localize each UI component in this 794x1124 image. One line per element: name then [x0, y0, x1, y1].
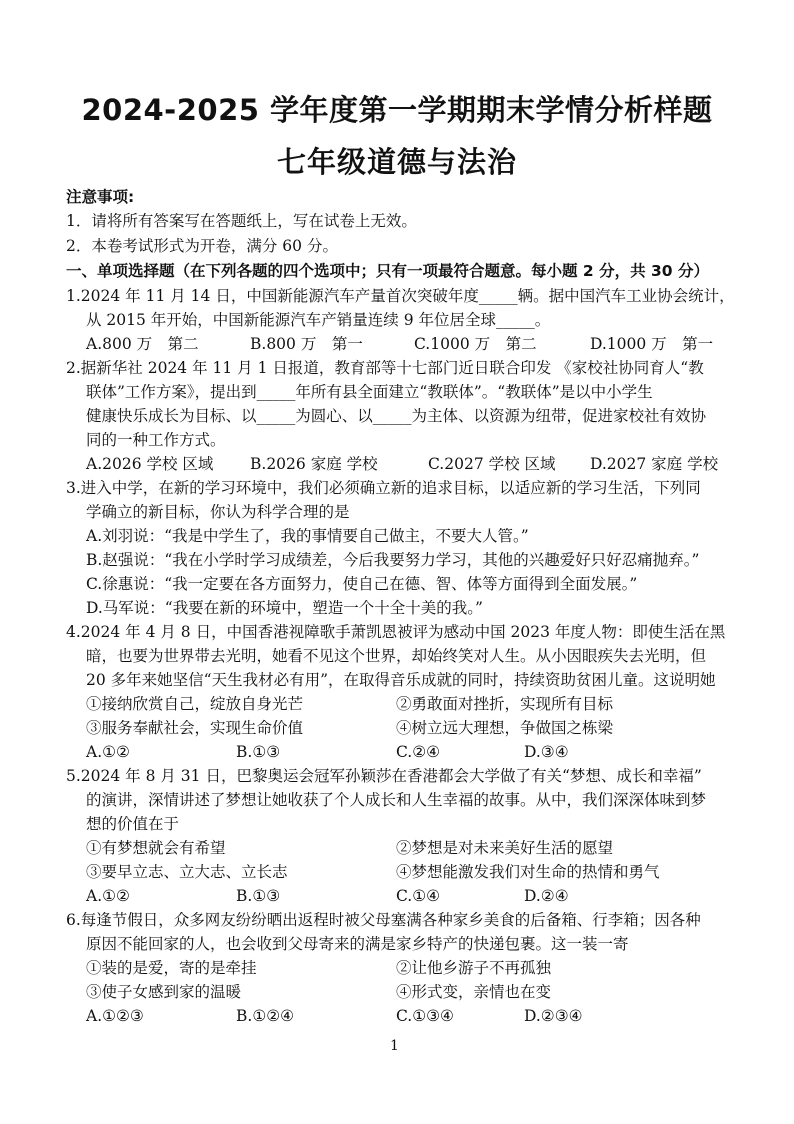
note-item: 1．请将所有答案写在答题纸上，写在试卷上无效。 — [66, 212, 417, 230]
option-c: C.②④ — [396, 743, 441, 761]
option-d: D.2027 家庭 学校 — [590, 455, 719, 473]
question-stem: 从 2015 年开始，中国新能源汽车产销量连续 9 年位居全球_____。 — [86, 311, 551, 329]
question-stem: 6.每逢节假日，众多网友纷纷晒出返程时被父母塞满各种家乡美食的后备箱、行李箱；因各种 — [66, 911, 701, 929]
section-heading: 一、单项选择题（在下列各题的四个选项中；只有一项最符合题意。每小题 2 分，共 30 分） — [66, 262, 709, 280]
option-b: B.①③ — [236, 887, 281, 905]
option-c: C.①③④ — [396, 1007, 454, 1025]
option-c: C.1000 万 第二 — [414, 335, 537, 353]
statement-3: ③使子女感到家的温暖 — [86, 983, 242, 1001]
option-a: A.①② — [86, 743, 130, 761]
choice-b: B.赵强说：“我在小学时学习成绩差，今后我要努力学习，其他的兴趣爱好只好忍痛抛弃。” — [86, 551, 700, 569]
statement-2: ②梦想是对未来美好生活的愿望 — [396, 839, 614, 857]
choice-a: A.刘羽说：“我是中学生了，我的事情要自己做主，不要大人管。” — [86, 527, 529, 545]
question-stem: 3.进入中学，在新的学习环境中，我们必须确立新的追求目标，以适应新的学习生活，下列同 — [66, 479, 701, 497]
statement-4: ④树立远大理想，争做国之栋梁 — [396, 719, 614, 737]
question-stem: 暗，也要为世界带去光明，她看不见这个世界，却始终笑对人生。从小因眼疾失去光明，但 — [86, 647, 707, 665]
statement-4: ④梦想能激发我们对生命的热情和勇气 — [396, 863, 660, 881]
question-stem: 的演讲，深情讲述了梦想让她收获了个人成长和人生幸福的故事。从中，我们深深体味到梦 — [86, 791, 707, 809]
statement-3: ③要早立志、立大志、立长志 — [86, 863, 288, 881]
choice-c: C.徐惠说：“我一定要在各方面努力，使自己在德、智、体等方面得到全面发展。” — [86, 575, 638, 593]
option-a: A.2026 学校 区域 — [86, 455, 214, 473]
option-b: B.800 万 第一 — [250, 335, 363, 353]
statement-2: ②让他乡游子不再孤独 — [396, 959, 552, 977]
option-a: A.①② — [86, 887, 130, 905]
question-stem: 联体”工作方案》，提出到_____年所有县全面建立“教联体”。“教联体”是以中小学生 — [86, 383, 653, 401]
question-stem: 5.2024 年 8 月 31 日，巴黎奥运会冠军孙颖莎在香港都会大学做了有关“梦想、成长和幸福” — [66, 767, 702, 785]
statement-1: ①有梦想就会有希望 — [86, 839, 226, 857]
question-stem: 2.据新华社 2024 年 11 月 1 日报道，教育部等十七部门近日联合印发 《家校社协同育人“教 — [66, 359, 704, 377]
option-b: B.2026 家庭 学校 — [250, 455, 378, 473]
choice-d: D.马军说：“我要在新的环境中，塑造一个十全十美的我。” — [86, 599, 483, 617]
option-a: A.①②③ — [86, 1007, 144, 1025]
option-d: D.③④ — [524, 743, 569, 761]
question-stem: 4.2024 年 4 月 8 日，中国香港视障歌手萧凯恩被评为感动中国 2023 年度人物：即使生活在黑 — [66, 623, 726, 641]
statement-4: ④形式变，亲情也在变 — [396, 983, 552, 1001]
statement-2: ②勇敢面对挫折，实现所有目标 — [396, 695, 614, 713]
exam-title: 2024-2025 学年度第一学期期末学情分析样题 — [81, 93, 713, 127]
question-stem: 20 多年来她坚信“天生我材必有用”，在取得音乐成就的同时，持续资助贫困儿童。这说明她 — [86, 671, 716, 689]
notes-heading: 注意事项: — [66, 188, 135, 206]
option-d: D.1000 万 第一 — [590, 335, 714, 353]
option-d: D.②③④ — [524, 1007, 583, 1025]
statement-3: ③服务奉献社会，实现生命价值 — [86, 719, 304, 737]
note-item: 2．本卷考试形式为开卷，满分 60 分。 — [66, 237, 338, 255]
page-number: 1 — [390, 1038, 399, 1054]
option-d: D.②④ — [524, 887, 569, 905]
option-a: A.800 万 第二 — [86, 335, 199, 353]
option-c: C.①④ — [396, 887, 441, 905]
question-stem: 同的一种工作方式。 — [86, 431, 226, 449]
question-stem: 健康快乐成长为目标、以_____为圆心、以_____为主体、以资源为纽带，促进家校社有效协 — [86, 407, 707, 425]
option-b: B.①③ — [236, 743, 281, 761]
option-c: C.2027 学校 区域 — [428, 455, 556, 473]
statement-1: ①接纳欣赏自己，绽放自身光芒 — [86, 695, 304, 713]
question-stem: 想的价值在于 — [86, 815, 180, 833]
exam-subject: 七年级道德与法治 — [276, 145, 517, 179]
statement-1: ①装的是爱，寄的是牵挂 — [86, 959, 257, 977]
question-stem: 学确立的新目标，你认为科学合理的是 — [86, 503, 350, 521]
question-stem: 1.2024 年 11 月 14 日，中国新能源汽车产量首次突破年度_____辆。据中国汽车工业协会统计， — [66, 287, 735, 305]
question-stem: 原因不能回家的人，也会收到父母寄来的满是家乡特产的快递包裹。这一装一寄 — [86, 935, 629, 953]
option-b: B.①②④ — [236, 1007, 295, 1025]
